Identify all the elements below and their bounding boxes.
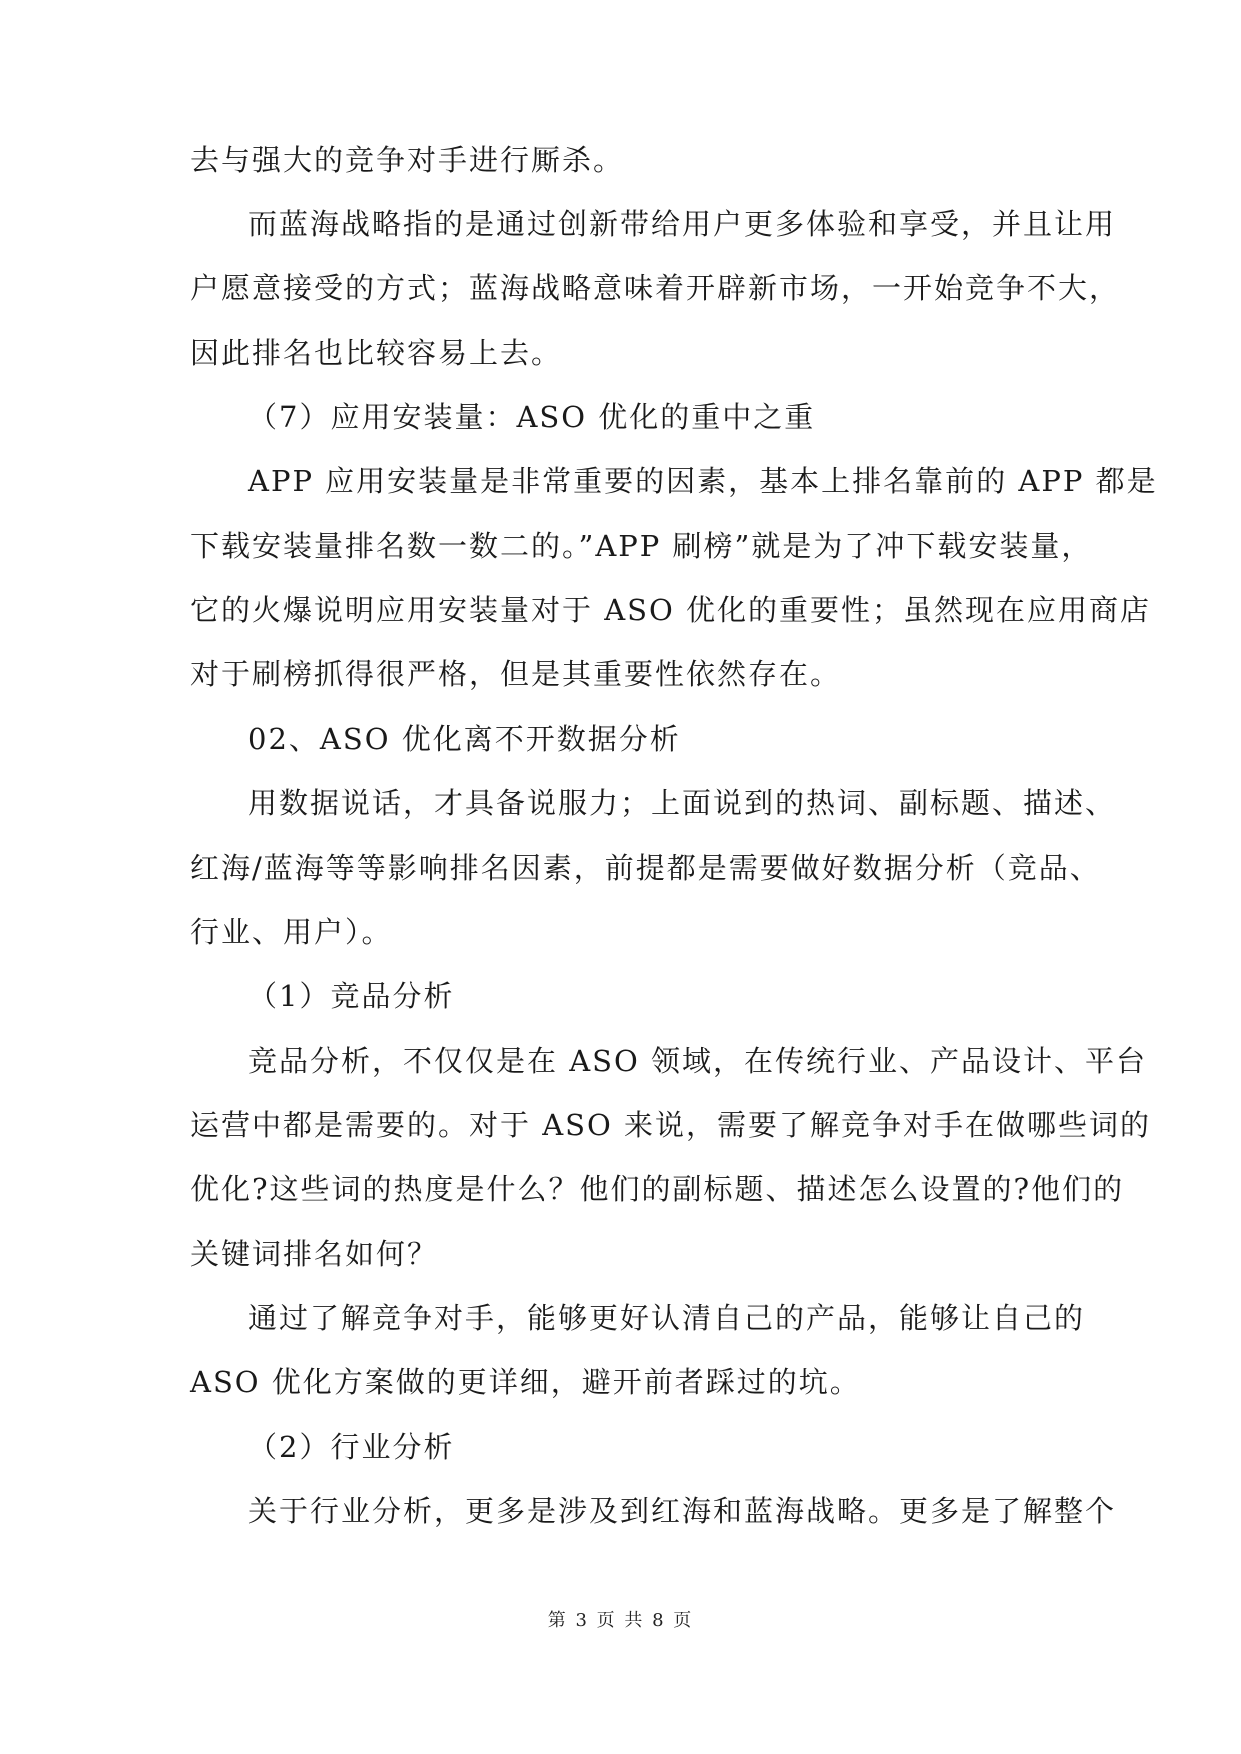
paragraph-line: 它的火爆说明应用安装量对于 ASO 优化的重要性；虽然现在应用商店	[190, 593, 1152, 627]
paragraph-line: 对于刷榜抓得很严格，但是其重要性依然存在。	[190, 657, 842, 691]
paragraph-line: 优化?这些词的热度是什么？他们的副标题、描述怎么设置的?他们的	[190, 1172, 1125, 1206]
paragraph-line: 户愿意接受的方式；蓝海战略意味着开辟新市场，一开始竞争不大，	[190, 271, 1121, 305]
paragraph-line: 运营中都是需要的。对于 ASO 来说，需要了解竞争对手在做哪些词的	[190, 1108, 1152, 1142]
paragraph-line: 因此排名也比较容易上去。	[190, 336, 563, 370]
paragraph-line: 而蓝海战略指的是通过创新带给用户更多体验和享受，并且让用	[248, 207, 1117, 241]
paragraph-line: 竞品分析，不仅仅是在 ASO 领域，在传统行业、产品设计、平台	[248, 1044, 1148, 1078]
paragraph-line: 下载安装量排名数一数二的。”APP 刷榜”就是为了冲下载安装量，	[190, 529, 1093, 563]
section-heading: （1）竞品分析	[248, 979, 455, 1013]
paragraph-line: 行业、用户）。	[190, 915, 393, 949]
section-heading: （2）行业分析	[248, 1430, 455, 1464]
section-heading: 02、ASO 优化离不开数据分析	[248, 722, 681, 756]
paragraph-line: 关键词排名如何？	[190, 1237, 439, 1271]
section-heading: （7）应用安装量：ASO 优化的重中之重	[248, 400, 816, 434]
paragraph-line: 关于行业分析，更多是涉及到红海和蓝海战略。更多是了解整个	[248, 1494, 1117, 1528]
paragraph-line: 红海/蓝海等等影响排名因素，前提都是需要做好数据分析（竞品、	[190, 851, 1101, 885]
paragraph-line: 去与强大的竞争对手进行厮杀。	[190, 143, 625, 177]
paragraph-line: ASO 优化方案做的更详细，避开前者踩过的坑。	[190, 1365, 861, 1399]
page-number-footer: 第 3 页 共 8 页	[547, 1610, 694, 1631]
paragraph-line: APP 应用安装量是非常重要的因素，基本上排名靠前的 APP 都是	[248, 464, 1158, 498]
paragraph-line: 通过了解竞争对手，能够更好认清自己的产品，能够让自己的	[248, 1301, 1086, 1335]
paragraph-line: 用数据说话，才具备说服力；上面说到的热词、副标题、描述、	[248, 786, 1117, 820]
